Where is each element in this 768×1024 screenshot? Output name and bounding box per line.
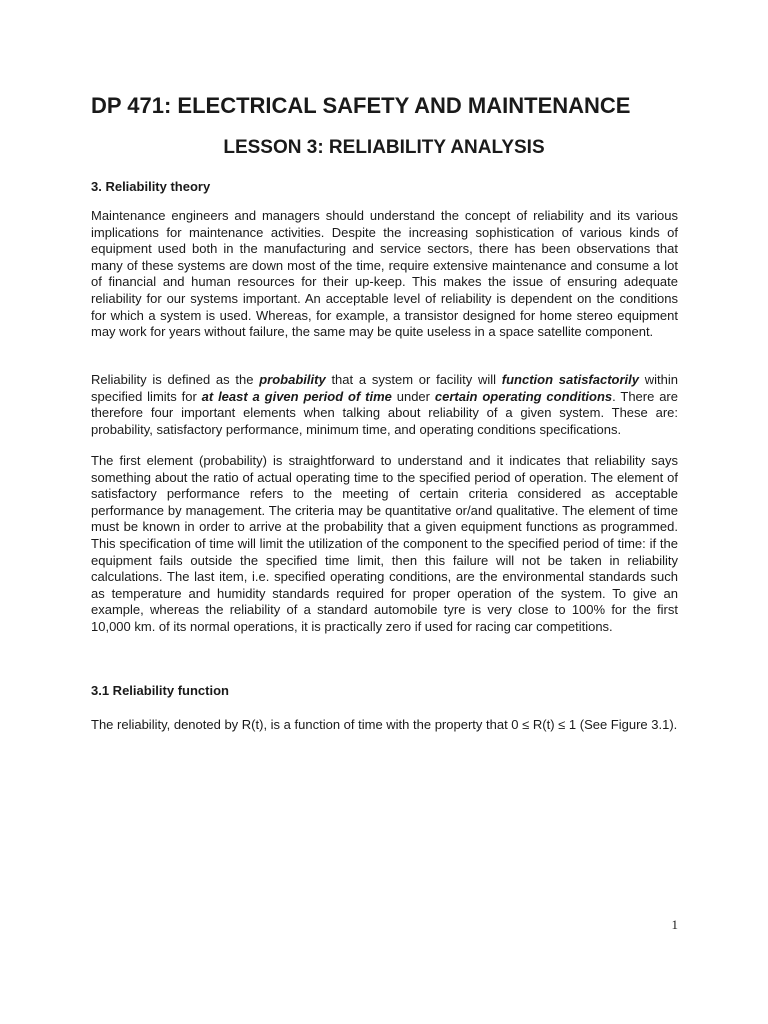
paragraph-reliability-intro: Maintenance engineers and managers should understand the concept of reliability and its various implications for maintenance activities. Despite the increasing sophistication of various kinds of equipment used both in the manufacturing and service sectors, there has been observations that many of these systems are down most of the time, require extensive maintenance and consume a lot of financial and human resources for their up-keep. This makes the issue of ensuring adequate reliability for our systems important. An acceptable level of reliability is dependent on the conditions for which a system is used. Whereas, for example, a transistor designed for home stereo equipment may work for years without failure, the same may be quite useless in a space satellite component. (91, 208, 678, 340)
definition-emphasis-function: function satisfactorily (501, 372, 639, 387)
definition-emphasis-time: at least a given period of time (201, 388, 392, 404)
paragraph-reliability-function: The reliability, denoted by R(t), is a function of time with the property that 0 ≤ R(t) ≤ 1 (See Figure 3.1). (91, 717, 678, 732)
definition-emphasis-probability: probability (259, 372, 326, 387)
document-title: DP 471: ELECTRICAL SAFETY AND MAINTENANCE (91, 93, 631, 118)
page-number: 1 (671, 917, 678, 932)
definition-text-part: that a system or facility will (325, 372, 502, 387)
definition-text-part: under (391, 388, 435, 404)
definition-text-part: within specified limits for (91, 372, 678, 404)
paragraph-reliability-definition (91, 372, 678, 438)
subsection-heading: 3.1 Reliability function (91, 683, 229, 698)
definition-text-part: Reliability is defined as the (91, 372, 260, 387)
definition-emphasis-conditions: certain operating conditions (434, 388, 613, 404)
lesson-title: LESSON 3: RELIABILITY ANALYSIS (223, 137, 545, 158)
paragraph-reliability-elements: The first element (probability) is straightforward to understand and it indicates that reliability says something about the ratio of actual operating time to the specified period of operation. The element of satisfactory performance refers to the meeting of certain criteria considered as acceptable performance by management. The criteria may be quantitative or/and qualitative. The element of time must be known in order to arrive at the probability that a given equipment functions as programmed. This specification of time will limit the utilization of the component to the specified period of time: if the equipment fails outside the specified time limit, then this failure will not be taken in reliability calculations. The last item, i.e. specified operating conditions, are the environmental standards such as temperature and humidity standards required for proper operation of the system. To give an example, whereas the reliability of a standard automobile tyre is very close to 100% for the first 10,000 km. of its normal operations, it is practically zero if used for racing car competitions. (91, 453, 678, 634)
section-heading: 3. Reliability theory (91, 179, 211, 194)
definition-text-part: . There are therefore four important elements when talking about reliability of a given system. These are: probability, satisfactory performance, minimum time, and operating conditions specifications. (91, 388, 678, 437)
